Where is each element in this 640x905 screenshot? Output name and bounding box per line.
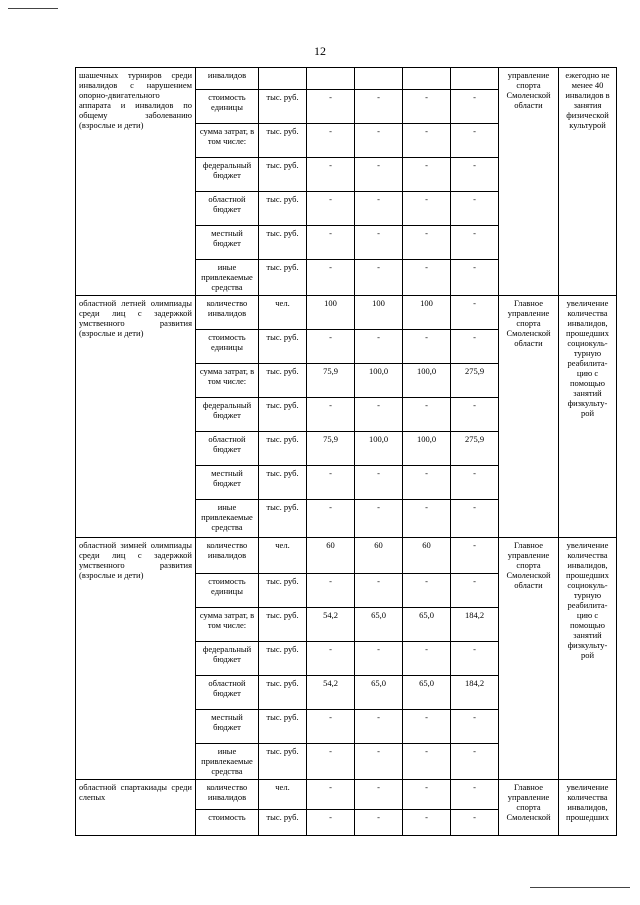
result-cell: ежегодно не менее 40 инвалидов в занятия физической культурой: [559, 68, 617, 296]
value-cell: 54,2: [307, 676, 355, 710]
value-cell: -: [451, 500, 499, 538]
unit-cell: тыс. руб.: [259, 744, 307, 780]
value-cell: -: [355, 642, 403, 676]
table-row: [76, 780, 617, 810]
indicator-cell: областной бюджет: [196, 676, 259, 710]
result-cell: увеличение количества инвалидов, прошедших социокуль-турную реабилита-цию с помощью занятий физкульту-рой: [559, 538, 617, 780]
value-cell: -: [307, 466, 355, 500]
value-cell: -: [403, 124, 451, 158]
unit-cell: тыс. руб.: [259, 500, 307, 538]
indicator-cell: областной бюджет: [196, 192, 259, 226]
unit-cell: тыс. руб.: [259, 608, 307, 642]
value-cell: 60: [355, 538, 403, 574]
unit-cell: тыс. руб.: [259, 260, 307, 296]
value-cell: -: [403, 330, 451, 364]
measure-name-cell: областной летней олимпиады среди лиц с задержкой умственного развития (взрослые и дети): [76, 296, 196, 538]
value-cell: -: [355, 192, 403, 226]
value-cell: -: [355, 124, 403, 158]
unit-cell: тыс. руб.: [259, 330, 307, 364]
value-cell: -: [451, 642, 499, 676]
indicator-cell: сумма затрат, в том числе:: [196, 124, 259, 158]
indicator-cell: сумма затрат, в том числе:: [196, 608, 259, 642]
value-cell: -: [403, 260, 451, 296]
result-cell: увеличение количества инвалидов, прошедших: [559, 780, 617, 836]
indicator-cell: федеральный бюджет: [196, 642, 259, 676]
value-cell: 100,0: [403, 364, 451, 398]
unit-cell: тыс. руб.: [259, 574, 307, 608]
executor-cell: Главное управление спорта Смоленской области: [499, 296, 559, 538]
unit-cell: тыс. руб.: [259, 158, 307, 192]
value-cell: -: [355, 90, 403, 124]
value-cell: -: [307, 398, 355, 432]
value-cell: 65,0: [355, 676, 403, 710]
value-cell: 100,0: [403, 432, 451, 466]
indicator-cell: иные привлекаемые средства: [196, 500, 259, 538]
value-cell: -: [451, 226, 499, 260]
unit-cell: тыс. руб.: [259, 642, 307, 676]
value-cell: 184,2: [451, 676, 499, 710]
value-cell: 275,9: [451, 432, 499, 466]
page-number: 12: [314, 44, 326, 58]
unit-cell: тыс. руб.: [259, 226, 307, 260]
value-cell: -: [451, 710, 499, 744]
value-cell: 65,0: [403, 676, 451, 710]
value-cell: 100: [307, 296, 355, 330]
value-cell: -: [355, 710, 403, 744]
value-cell: -: [355, 500, 403, 538]
value-cell: -: [451, 398, 499, 432]
value-cell: [451, 68, 499, 90]
bottom-right-rule: [530, 887, 630, 888]
measure-name-cell: областной зимней олимпиады среди лиц с задержкой умственного развития (взрослые и дети): [76, 538, 196, 780]
value-cell: -: [403, 710, 451, 744]
value-cell: -: [403, 398, 451, 432]
value-cell: -: [403, 90, 451, 124]
value-cell: -: [451, 260, 499, 296]
value-cell: -: [355, 226, 403, 260]
value-cell: -: [307, 710, 355, 744]
value-cell: -: [307, 226, 355, 260]
value-cell: -: [451, 574, 499, 608]
value-cell: -: [451, 744, 499, 780]
value-cell: -: [451, 124, 499, 158]
value-cell: -: [451, 780, 499, 810]
value-cell: [403, 68, 451, 90]
value-cell: -: [403, 500, 451, 538]
value-cell: -: [307, 158, 355, 192]
value-cell: -: [403, 642, 451, 676]
executor-cell: Главное управление спорта Смоленской: [499, 780, 559, 836]
value-cell: -: [355, 574, 403, 608]
indicator-cell: количество инвалидов: [196, 296, 259, 330]
unit-cell: тыс. руб.: [259, 810, 307, 836]
unit-cell: чел.: [259, 296, 307, 330]
value-cell: 275,9: [451, 364, 499, 398]
value-cell: -: [307, 192, 355, 226]
value-cell: -: [403, 226, 451, 260]
value-cell: -: [307, 500, 355, 538]
indicator-cell: федеральный бюджет: [196, 398, 259, 432]
unit-cell: [259, 68, 307, 90]
value-cell: 75,9: [307, 364, 355, 398]
value-cell: -: [307, 330, 355, 364]
value-cell: 100,0: [355, 364, 403, 398]
value-cell: -: [307, 744, 355, 780]
value-cell: -: [451, 810, 499, 836]
value-cell: -: [403, 574, 451, 608]
value-cell: -: [451, 192, 499, 226]
unit-cell: чел.: [259, 538, 307, 574]
value-cell: 184,2: [451, 608, 499, 642]
value-cell: 100: [403, 296, 451, 330]
value-cell: -: [451, 158, 499, 192]
value-cell: -: [451, 330, 499, 364]
value-cell: -: [307, 90, 355, 124]
indicator-cell: инвалидов: [196, 68, 259, 90]
indicator-cell: федеральный бюджет: [196, 158, 259, 192]
value-cell: -: [307, 574, 355, 608]
value-cell: -: [307, 642, 355, 676]
unit-cell: тыс. руб.: [259, 398, 307, 432]
value-cell: 60: [403, 538, 451, 574]
unit-cell: чел.: [259, 780, 307, 810]
value-cell: 54,2: [307, 608, 355, 642]
value-cell: -: [403, 810, 451, 836]
value-cell: 100: [355, 296, 403, 330]
value-cell: -: [355, 466, 403, 500]
indicator-cell: местный бюджет: [196, 710, 259, 744]
top-left-rule: [8, 8, 58, 9]
value-cell: -: [451, 90, 499, 124]
value-cell: -: [355, 158, 403, 192]
value-cell: -: [403, 780, 451, 810]
value-cell: -: [451, 538, 499, 574]
indicator-cell: количество инвалидов: [196, 780, 259, 810]
value-cell: -: [307, 780, 355, 810]
value-cell: [355, 68, 403, 90]
indicator-cell: количество инвалидов: [196, 538, 259, 574]
value-cell: -: [355, 780, 403, 810]
unit-cell: тыс. руб.: [259, 364, 307, 398]
value-cell: -: [403, 466, 451, 500]
unit-cell: тыс. руб.: [259, 192, 307, 226]
indicator-cell: иные привлекаемые средства: [196, 260, 259, 296]
indicator-cell: местный бюджет: [196, 226, 259, 260]
unit-cell: тыс. руб.: [259, 710, 307, 744]
value-cell: -: [355, 398, 403, 432]
value-cell: -: [307, 124, 355, 158]
unit-cell: тыс. руб.: [259, 90, 307, 124]
value-cell: -: [355, 260, 403, 296]
indicator-cell: областной бюджет: [196, 432, 259, 466]
indicator-cell: стоимость единицы: [196, 330, 259, 364]
measure-name-cell: шашечных турниров среди инвалидов с нарушением опорно-двигательного аппарата и инвалидов по общему заболеванию (взрослые и дети): [76, 68, 196, 296]
value-cell: -: [403, 192, 451, 226]
value-cell: -: [403, 158, 451, 192]
program-measures-table: [75, 67, 617, 836]
value-cell: 65,0: [355, 608, 403, 642]
value-cell: [307, 68, 355, 90]
indicator-cell: сумма затрат, в том числе:: [196, 364, 259, 398]
executor-cell: Главное управление спорта Смоленской области: [499, 538, 559, 780]
indicator-cell: стоимость: [196, 810, 259, 836]
value-cell: -: [451, 466, 499, 500]
value-cell: -: [451, 296, 499, 330]
value-cell: 65,0: [403, 608, 451, 642]
value-cell: -: [355, 744, 403, 780]
executor-cell: управление спорта Смоленской области: [499, 68, 559, 296]
indicator-cell: стоимость единицы: [196, 90, 259, 124]
value-cell: -: [403, 744, 451, 780]
value-cell: -: [355, 330, 403, 364]
unit-cell: тыс. руб.: [259, 124, 307, 158]
indicator-cell: местный бюджет: [196, 466, 259, 500]
value-cell: 60: [307, 538, 355, 574]
value-cell: -: [307, 810, 355, 836]
indicator-cell: иные привлекаемые средства: [196, 744, 259, 780]
value-cell: -: [355, 810, 403, 836]
table-row: [76, 538, 617, 574]
unit-cell: тыс. руб.: [259, 676, 307, 710]
table-row: [76, 68, 617, 90]
measure-name-cell: областной спартакиады среди слепых: [76, 780, 196, 836]
unit-cell: тыс. руб.: [259, 466, 307, 500]
value-cell: -: [307, 260, 355, 296]
result-cell: увеличение количества инвалидов, прошедших социокуль-турную реабилита-цию с помощью занятий физкульту-рой: [559, 296, 617, 538]
indicator-cell: стоимость единицы: [196, 574, 259, 608]
value-cell: 75,9: [307, 432, 355, 466]
unit-cell: тыс. руб.: [259, 432, 307, 466]
table-row: [76, 296, 617, 330]
value-cell: 100,0: [355, 432, 403, 466]
